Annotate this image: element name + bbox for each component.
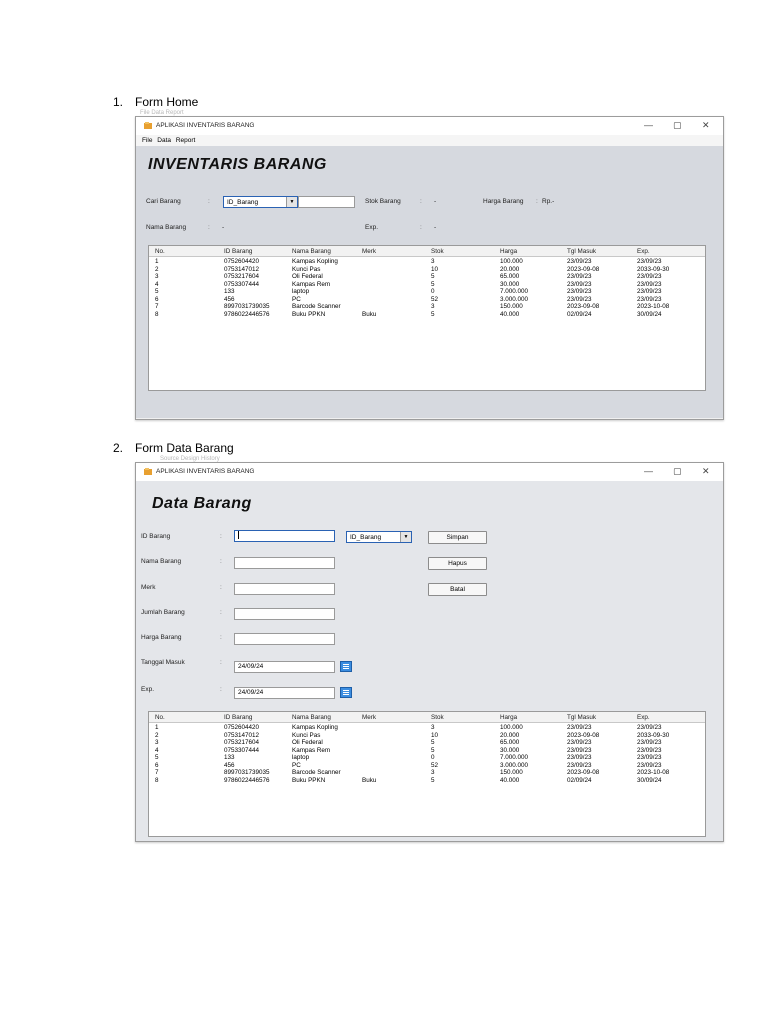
cell-id-barang: 0753307444: [224, 746, 260, 754]
colon: :: [208, 198, 210, 205]
cell-id-barang: 133: [224, 754, 235, 761]
cell-tgl-masuk: 2023-09-08: [567, 731, 600, 739]
cell-harga: 100.000: [500, 258, 523, 265]
cell-exp: 23/09/23: [637, 761, 662, 769]
tanggal-masuk-label: Tanggal Masuk: [141, 659, 185, 666]
merk-input[interactable]: [234, 583, 335, 595]
cell-no: 7: [155, 303, 159, 310]
colon: :: [420, 224, 422, 231]
cell-exp: 30/09/24: [637, 776, 662, 784]
column-header-exp[interactable]: Exp.: [637, 714, 650, 721]
chevron-down-icon: ▼: [400, 532, 411, 542]
cell-id-barang: 0753307444: [224, 280, 260, 288]
cell-id-barang: 0753147012: [224, 265, 260, 273]
section2-title: Form Data Barang: [135, 441, 234, 455]
table-row[interactable]: [149, 303, 705, 311]
cell-id-barang: 0753147012: [224, 731, 260, 739]
maximize-button[interactable]: ▢: [673, 120, 682, 130]
section1-heading: [113, 95, 198, 109]
cell-harga: 100.000: [500, 724, 523, 731]
chevron-down-icon: ▼: [286, 197, 297, 207]
cell-harga: 65.000: [500, 739, 520, 746]
cell-no: 3: [155, 739, 159, 746]
main-panel: [136, 481, 723, 841]
tanggal-masuk-input[interactable]: [234, 661, 335, 673]
close-button[interactable]: ✕: [702, 466, 710, 476]
main-panel: [136, 146, 723, 418]
cell-nama-barang: PC: [292, 295, 301, 303]
cell-harga: 40.000: [500, 776, 520, 784]
column-header-merk[interactable]: Merk: [362, 248, 376, 255]
id-barang-select[interactable]: [346, 531, 412, 543]
menu-report[interactable]: Report: [175, 137, 196, 144]
column-header-id-barang[interactable]: ID Barang: [224, 714, 253, 721]
id-barang-label: ID Barang: [141, 533, 171, 540]
column-header-stok[interactable]: Stok: [431, 248, 444, 255]
cell-nama-barang: Buku PPKN: [292, 310, 326, 318]
cell-stok: 3: [431, 303, 435, 310]
title-bar: [136, 463, 723, 481]
colon: :: [220, 659, 222, 666]
column-header-nama-barang[interactable]: Nama Barang: [292, 714, 331, 721]
jumlah-barang-input[interactable]: [234, 608, 335, 620]
colon: :: [220, 533, 222, 540]
column-header-no[interactable]: No.: [155, 248, 165, 255]
table-row[interactable]: [149, 281, 705, 289]
select-value: ID_Barang: [350, 534, 382, 541]
cell-stok: 0: [431, 754, 435, 761]
cell-id-barang: 9786022446576: [224, 776, 270, 784]
table-row[interactable]: [149, 724, 705, 732]
search-field-select[interactable]: [223, 196, 298, 208]
cell-nama-barang: Kampas Kopling: [292, 258, 338, 265]
colon: :: [220, 558, 222, 565]
menu-bar: [136, 135, 723, 146]
cell-id-barang: 8997031739035: [224, 769, 270, 776]
section2-number: 2.: [113, 441, 124, 455]
cell-stok: 52: [431, 295, 439, 303]
cell-harga: 65.000: [500, 273, 520, 280]
nama-barang-label: Nama Barang: [146, 224, 187, 231]
column-header-stok[interactable]: Stok: [431, 714, 444, 721]
select-value: ID_Barang: [227, 199, 259, 206]
hapus-button[interactable]: Hapus: [428, 557, 487, 570]
cell-harga: 40.000: [500, 310, 520, 318]
cell-exp: 23/09/23: [637, 739, 662, 746]
cell-merk: Buku: [362, 310, 377, 318]
cell-stok: 5: [431, 776, 435, 784]
cell-harga: 150.000: [500, 303, 523, 310]
cell-nama-barang: laptop: [292, 288, 310, 295]
table-row[interactable]: [149, 754, 705, 762]
cell-exp: 30/09/24: [637, 310, 662, 318]
colon: :: [536, 198, 538, 205]
table-header: [149, 712, 705, 723]
cell-exp: 23/09/23: [637, 258, 662, 265]
harga-barang-label: Harga Barang: [483, 198, 524, 205]
cell-id-barang: 456: [224, 295, 235, 303]
table-body: [149, 723, 705, 784]
cell-stok: 5: [431, 280, 435, 288]
cell-stok: 10: [431, 265, 439, 273]
cell-harga: 3.000.000: [500, 295, 529, 303]
harga-barang-input[interactable]: [234, 633, 335, 645]
table-row[interactable]: [149, 739, 705, 747]
table-body: [149, 257, 705, 318]
form-data-barang-window: [135, 462, 724, 842]
cell-id-barang: 8997031739035: [224, 303, 270, 310]
calendar-icon[interactable]: [340, 661, 352, 672]
cell-nama-barang: Kampas Kopling: [292, 724, 338, 731]
cell-exp: 2033-09-30: [637, 265, 670, 273]
cell-exp: 2023-10-08: [637, 303, 670, 310]
cell-harga: 20.000: [500, 731, 520, 739]
cell-id-barang: 133: [224, 288, 235, 295]
simpan-button[interactable]: Simpan: [428, 531, 487, 544]
cell-nama-barang: Buku PPKN: [292, 776, 326, 784]
cell-nama-barang: Kunci Pas: [292, 265, 321, 273]
cell-id-barang: 0752604420: [224, 724, 260, 731]
colon: :: [220, 584, 222, 591]
window-title: APLIKASI INVENTARIS BARANG: [156, 468, 255, 475]
cell-harga: 3.000.000: [500, 761, 529, 769]
inventory-table[interactable]: [148, 711, 706, 837]
table-row[interactable]: [149, 266, 705, 274]
cell-stok: 5: [431, 273, 435, 280]
stok-barang-value: -: [434, 198, 437, 205]
cell-tgl-masuk: 23/09/23: [567, 761, 592, 769]
cell-nama-barang: Kampas Rem: [292, 746, 331, 754]
cell-no: 8: [155, 310, 159, 318]
cell-no: 7: [155, 769, 159, 776]
cell-harga: 30.000: [500, 280, 520, 288]
cell-harga: 7.000.000: [500, 288, 529, 295]
cell-id-barang: 0753217604: [224, 273, 260, 280]
cell-exp: 23/09/23: [637, 295, 662, 303]
exp-label: Exp.: [141, 686, 155, 693]
menu-file[interactable]: File: [142, 137, 153, 144]
cell-no: 3: [155, 273, 159, 280]
cell-tgl-masuk: 02/09/24: [567, 776, 592, 784]
cell-no: 4: [155, 280, 159, 288]
maximize-button[interactable]: ▢: [673, 466, 682, 476]
table-row[interactable]: [149, 258, 705, 266]
column-header-no[interactable]: No.: [155, 714, 165, 721]
cell-tgl-masuk: 2023-09-08: [567, 769, 600, 776]
cell-stok: 52: [431, 761, 439, 769]
cell-stok: 3: [431, 769, 435, 776]
cell-exp: 23/09/23: [637, 280, 662, 288]
exp-value: 24/09/24: [238, 689, 264, 696]
cell-tgl-masuk: 23/09/23: [567, 258, 592, 265]
calendar-icon[interactable]: [340, 687, 352, 698]
table-row[interactable]: [149, 288, 705, 296]
text-cursor: [238, 531, 239, 539]
column-header-nama-barang[interactable]: Nama Barang: [292, 248, 331, 255]
cell-id-barang: 9786022446576: [224, 310, 270, 318]
exp-input[interactable]: [234, 687, 335, 699]
cell-tgl-masuk: 23/09/23: [567, 746, 592, 754]
merk-label: Merk: [141, 584, 156, 591]
cell-nama-barang: laptop: [292, 754, 310, 761]
cari-barang-label: Cari Barang: [146, 198, 181, 205]
inventory-table[interactable]: [148, 245, 706, 391]
nama-barang-label: Nama Barang: [141, 558, 182, 565]
cell-exp: 23/09/23: [637, 288, 662, 295]
cell-tgl-masuk: 2023-09-08: [567, 265, 600, 273]
minimize-button[interactable]: —: [644, 466, 653, 476]
harga-barang-label: Harga Barang: [141, 634, 182, 641]
cell-tgl-masuk: 23/09/23: [567, 280, 592, 288]
column-header-tgl-masuk[interactable]: Tgl Masuk: [567, 714, 597, 721]
cell-no: 1: [155, 724, 159, 731]
batal-button[interactable]: Batal: [428, 583, 487, 596]
table-row[interactable]: [149, 747, 705, 755]
app-icon: [144, 468, 152, 476]
colon: :: [420, 198, 422, 205]
cell-stok: 3: [431, 724, 435, 731]
cell-no: 1: [155, 258, 159, 265]
cell-no: 2: [155, 731, 159, 739]
exp-label: Exp.: [365, 224, 379, 231]
cell-exp: 23/09/23: [637, 273, 662, 280]
harga-barang-value: Rp.-: [542, 198, 555, 205]
cell-no: 6: [155, 761, 159, 769]
cell-exp: 23/09/23: [637, 746, 662, 754]
colon: :: [220, 609, 222, 616]
cell-merk: Buku: [362, 776, 377, 784]
cell-exp: 23/09/23: [637, 754, 662, 761]
cell-tgl-masuk: 2023-09-08: [567, 303, 600, 310]
cell-tgl-masuk: 23/09/23: [567, 754, 592, 761]
close-button[interactable]: ✕: [702, 120, 710, 130]
jumlah-barang-label: Jumlah Barang: [141, 609, 185, 616]
cell-nama-barang: Oli Federal: [292, 273, 323, 280]
menu-data[interactable]: Data: [157, 137, 172, 144]
column-header-exp[interactable]: Exp.: [637, 248, 650, 255]
cell-exp: 23/09/23: [637, 724, 662, 731]
cell-id-barang: 456: [224, 761, 235, 769]
cell-nama-barang: Kunci Pas: [292, 731, 321, 739]
tanggal-masuk-value: 24/09/24: [238, 663, 264, 670]
cell-harga: 20.000: [500, 265, 520, 273]
cell-stok: 5: [431, 746, 435, 754]
cell-no: 5: [155, 288, 159, 295]
cell-stok: 10: [431, 731, 439, 739]
faded-ide-menu: File Data Report: [140, 110, 184, 116]
column-header-tgl-masuk[interactable]: Tgl Masuk: [567, 248, 597, 255]
window-title: APLIKASI INVENTARIS BARANG: [156, 122, 255, 129]
cell-exp: 2023-10-08: [637, 769, 670, 776]
cell-tgl-masuk: 23/09/23: [567, 288, 592, 295]
table-row[interactable]: [149, 777, 705, 785]
column-header-harga[interactable]: Harga: [500, 248, 518, 255]
cell-nama-barang: PC: [292, 761, 301, 769]
app-icon: [144, 122, 152, 130]
section1-number: 1.: [113, 95, 124, 109]
cell-tgl-masuk: 02/09/24: [567, 310, 592, 318]
search-input[interactable]: [298, 196, 355, 208]
cell-stok: 3: [431, 258, 435, 265]
minimize-button[interactable]: —: [644, 120, 653, 130]
cell-no: 8: [155, 776, 159, 784]
table-row[interactable]: [149, 273, 705, 281]
title-bar: [136, 117, 723, 135]
colon: :: [220, 686, 222, 693]
column-header-id-barang[interactable]: ID Barang: [224, 248, 253, 255]
cell-nama-barang: Barcode Scanner: [292, 303, 341, 310]
cell-tgl-masuk: 23/09/23: [567, 724, 592, 731]
cell-stok: 5: [431, 739, 435, 746]
page-title: INVENTARIS BARANG: [148, 156, 327, 173]
nama-barang-input[interactable]: [234, 557, 335, 569]
cell-nama-barang: Barcode Scanner: [292, 769, 341, 776]
section1-title: Form Home: [135, 95, 199, 109]
cell-harga: 30.000: [500, 746, 520, 754]
section2-heading: [113, 441, 234, 455]
exp-value: -: [434, 224, 437, 231]
cell-id-barang: 0753217604: [224, 739, 260, 746]
cell-no: 4: [155, 746, 159, 754]
table-row[interactable]: [149, 762, 705, 770]
cell-harga: 150.000: [500, 769, 523, 776]
colon: :: [220, 634, 222, 641]
table-row[interactable]: [149, 732, 705, 740]
faded-ide-toolbar: Source Design History: [160, 456, 220, 462]
stok-barang-label: Stok Barang: [365, 198, 401, 205]
cell-no: 2: [155, 265, 159, 273]
cell-exp: 2033-09-30: [637, 731, 670, 739]
colon: :: [208, 224, 210, 231]
cell-tgl-masuk: 23/09/23: [567, 295, 592, 303]
table-row[interactable]: [149, 311, 705, 319]
form-home-window: [135, 116, 724, 420]
table-header: [149, 246, 705, 257]
cell-no: 5: [155, 754, 159, 761]
cell-tgl-masuk: 23/09/23: [567, 273, 592, 280]
cell-tgl-masuk: 23/09/23: [567, 739, 592, 746]
column-header-merk[interactable]: Merk: [362, 714, 376, 721]
table-row[interactable]: [149, 769, 705, 777]
cell-id-barang: 0752604420: [224, 258, 260, 265]
page-title: Data Barang: [152, 495, 252, 512]
nama-barang-value: -: [222, 224, 225, 231]
cell-harga: 7.000.000: [500, 754, 529, 761]
cell-stok: 5: [431, 310, 435, 318]
column-header-harga[interactable]: Harga: [500, 714, 518, 721]
cell-stok: 0: [431, 288, 435, 295]
cell-nama-barang: Oli Federal: [292, 739, 323, 746]
cell-nama-barang: Kampas Rem: [292, 280, 331, 288]
id-barang-input[interactable]: [234, 530, 335, 542]
cell-no: 6: [155, 295, 159, 303]
table-row[interactable]: [149, 296, 705, 304]
